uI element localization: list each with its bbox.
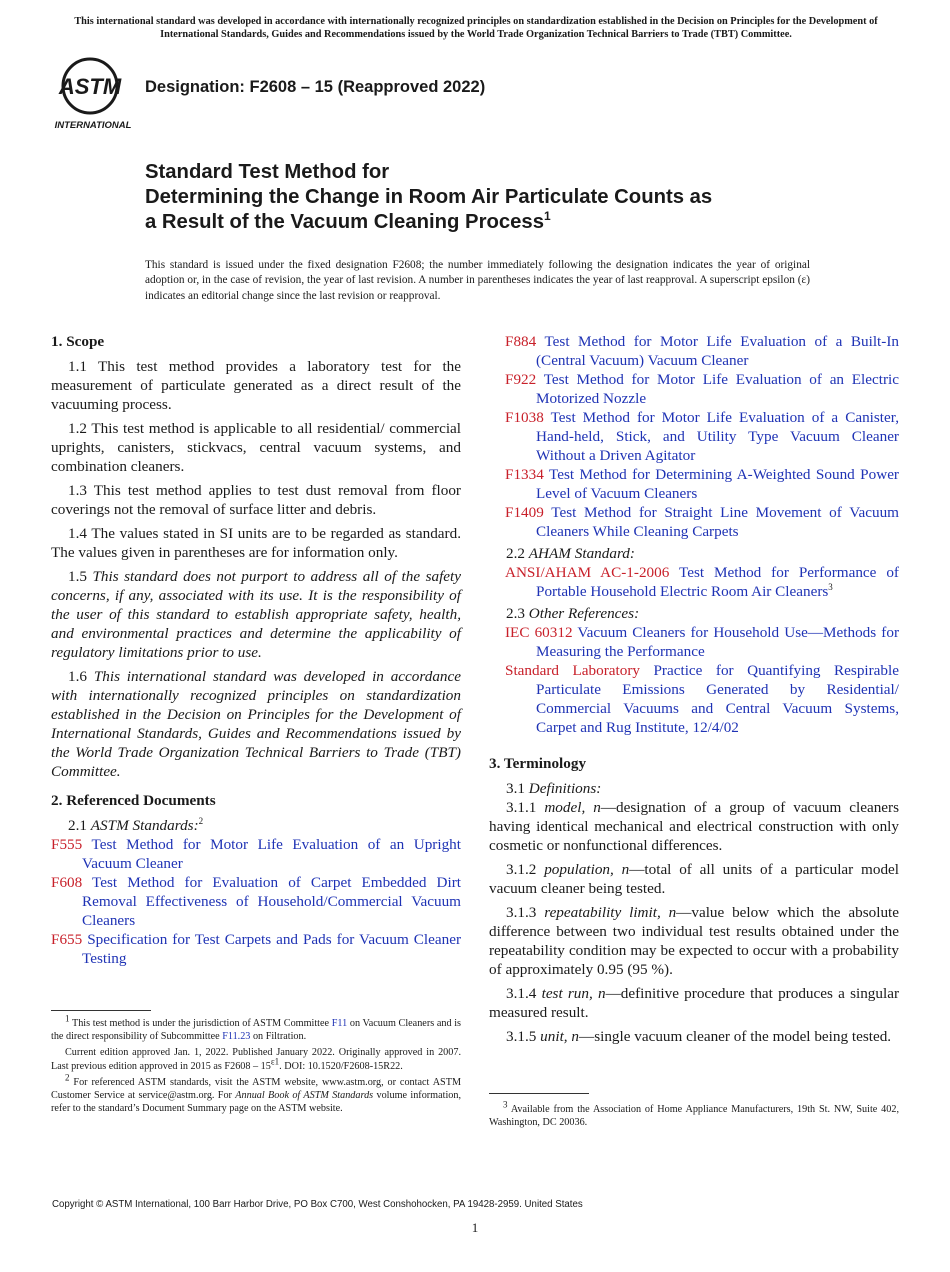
scope-1-2: 1.2 This test method is applicable to all residential/ commercial uprights, canisters, stickvacs, central vacuum systems, and combination cleaners. (51, 420, 461, 475)
ref-item[interactable]: F608 Test Method for Evaluation of Carpet Embedded Dirt Removal Effectiveness of Household/Commercial Vacuum Cleaners (51, 874, 461, 929)
svg-text:ASTM: ASTM (58, 74, 122, 99)
section-heading-referenced: 2. Referenced Documents (51, 792, 216, 809)
ref-item[interactable]: F1409 Test Method for Straight Line Movement of Vacuum Cleaners While Cleaning Carpets (505, 504, 899, 540)
aham-standard-label: 2.2 AHAM Standard: (506, 545, 635, 562)
title-line-2: Determining the Change in Room Air Particulate Counts as (145, 186, 713, 209)
title-footnote-mark[interactable]: 1 (543, 209, 551, 224)
designation: Designation: F2608 – 15 (Reapproved 2022) (145, 78, 486, 96)
ref-item[interactable]: F922 Test Method for Motor Life Evaluation of an Electric Motorized Nozzle (505, 371, 899, 407)
scope-1-3: 1.3 This test method applies to test dust removal from floor coverings not the removal of surface litter and debris. (51, 482, 461, 518)
right-footnotes (489, 1093, 899, 1132)
other-references-label: 2.3 Other References: (506, 605, 640, 622)
footnote-rule (489, 1093, 589, 1094)
scope-1-4: 1.4 The values stated in SI units are to be regarded as standard. The values given in parentheses are for information only. (51, 525, 461, 561)
ref-item[interactable]: F1038 Test Method for Motor Life Evaluation of a Canister, Hand-held, Stick, and Utility Type Vacuum Cleaner Without a Driven Agitator (505, 409, 899, 464)
scope-1-6: 1.6 This international standard was developed in accordance with internationally recognized principles on standardization established in the Decision on Principles for the Development of International Standards, Guides and Recommendations issued by the World Trade Organization Technical Barriers to Trade (TBT) Committee. (51, 668, 461, 780)
page-number: 1 (471, 1220, 479, 1235)
subcommittee-link[interactable]: F11.23 (222, 1031, 251, 1043)
footnote-1: $^1$ This test method is under the jurisdiction of ASTM Committee F11 on Vacuum Cleaners and is the direct responsibility of Subcommittee F11.23 on Filtration. (51, 1013, 461, 1043)
ref-item-aham[interactable]: ANSI/AHAM AC-1-2006 Test Method for Performance of Portable Household Electric Room Air Cleaners$^3$ (505, 564, 899, 600)
footnote-3: $^3$ Available from the Association of Home Appliance Manufacturers, 19th St. NW, Suite 402, Washington, DC 20036. (489, 1099, 899, 1129)
astm-standards-label: 2.1 ASTM Standards:$^2$ (68, 815, 204, 834)
title-line-1: Standard Test Method for (145, 161, 390, 183)
section-heading-scope: 1. Scope (51, 333, 105, 350)
ref-item[interactable]: F884 Test Method for Motor Life Evaluation of a Built-In (Central Vacuum) Vacuum Cleaner (505, 333, 899, 369)
definition-item: 3.1.4 test run, n—definitive procedure that produces a singular measured result. (489, 985, 899, 1021)
ref-item[interactable]: F1334 Test Method for Determining A-Weighted Sound Power Level of Vacuum Cleaners (505, 466, 899, 502)
title-line-3: a Result of the Vacuum Cleaning Process$^1$ (145, 209, 551, 234)
footnote-1-edition: Current edition approved Jan. 1, 2022. Published January 2022. Originally approved in 2007. Last previous edition approved in 2015 as $F2608 - 15^{\varepsilon 1}$. DOI: 10.1520/F2608-15R22. (51, 1047, 461, 1072)
tbt-notice: This international standard was developed in accordance with internationally recognized principles on standardization established in the Decision on Principles for the Development of International Standards, Guides and Recommendations issued by the World Trade Organization Technical Barriers to Trade (TBT) Committee. (74, 16, 878, 40)
astm-logo (52, 56, 134, 132)
definition-item: 3.1.5 unit, n—single vacuum cleaner of the model being tested. (506, 1028, 892, 1045)
astm-logo-icon (52, 56, 134, 132)
ref-item[interactable]: F555 Test Method for Motor Life Evaluation of an Upright Vacuum Cleaner (51, 836, 461, 872)
committee-link[interactable]: F11 (331, 1018, 348, 1029)
svg-text:INTERNATIONAL: INTERNATIONAL (54, 120, 132, 131)
ref-item-lab[interactable]: Standard Laboratory Practice for Quantifying Respirable Particulate Emissions Generated by Residential/ Commercial Vacuums and Central Vacuum Systems, Carpet and Rug Institute, 12/4/02 (505, 662, 899, 736)
ref-item[interactable]: F655 Specification for Test Carpets and Pads for Vacuum Cleaner Testing (51, 931, 461, 967)
left-column (51, 332, 461, 968)
document-title (145, 160, 845, 236)
section-heading-terminology: 3. Terminology (489, 755, 587, 772)
definitions-label: 3.1 Definitions: (506, 780, 602, 797)
definition-item: 3.1.3 repeatability limit, n—value below which the absolute difference between two individual test results obtained under the repeatability condition may be expected to occur with a probability of approximately 0.95 (95 %). (489, 904, 899, 978)
right-column (489, 332, 899, 1051)
left-footnotes (51, 1010, 461, 1118)
issued-note: This standard is issued under the fixed designation F2608; the number immediately following the designation indicates the year of original adoption or, in the case of revision, the year of last revision. A number in parentheses indicates the year of last reapproval. A superscript epsilon (ε) indicates an editorial change since the last revision or reapproval. (145, 259, 810, 302)
footnote-2: $^2$ For referenced ASTM standards, visit the ASTM website, www.astm.org, or contact ASTM Customer Service at service@astm.org. For Annual Book of ASTM Standards volume information, refer to the standard’s Document Summary page on the ASTM website. (51, 1072, 462, 1115)
definition-item: 3.1.1 model, n—designation of a group of vacuum cleaners having identical mechanical and electrical construction with only cosmetic or nonfunctional differences. (489, 799, 899, 854)
ref-item-iec[interactable]: IEC 60312 Vacuum Cleaners for Household Use—Methods for Measuring the Performance (505, 624, 900, 660)
definition-item: 3.1.2 population, n—total of all units of a particular model vacuum cleaner being tested. (489, 861, 899, 897)
copyright: Copyright © ASTM International, 100 Barr Harbor Drive, PO Box C700, West Conshohocken, PA 19428-2959. United States (52, 1199, 583, 1210)
scope-1-1: 1.1 This test method provides a laboratory test for the measurement of particulate generated as a direct result of the vacuuming process. (51, 358, 461, 413)
footnote-rule (51, 1010, 151, 1011)
scope-1-5: 1.5 This standard does not purport to address all of the safety concerns, if any, associated with its use. It is the responsibility of the user of this standard to establish appropriate safety, health, and environmental practices and determine the applicability of regulatory limitations prior to use. (51, 568, 462, 661)
